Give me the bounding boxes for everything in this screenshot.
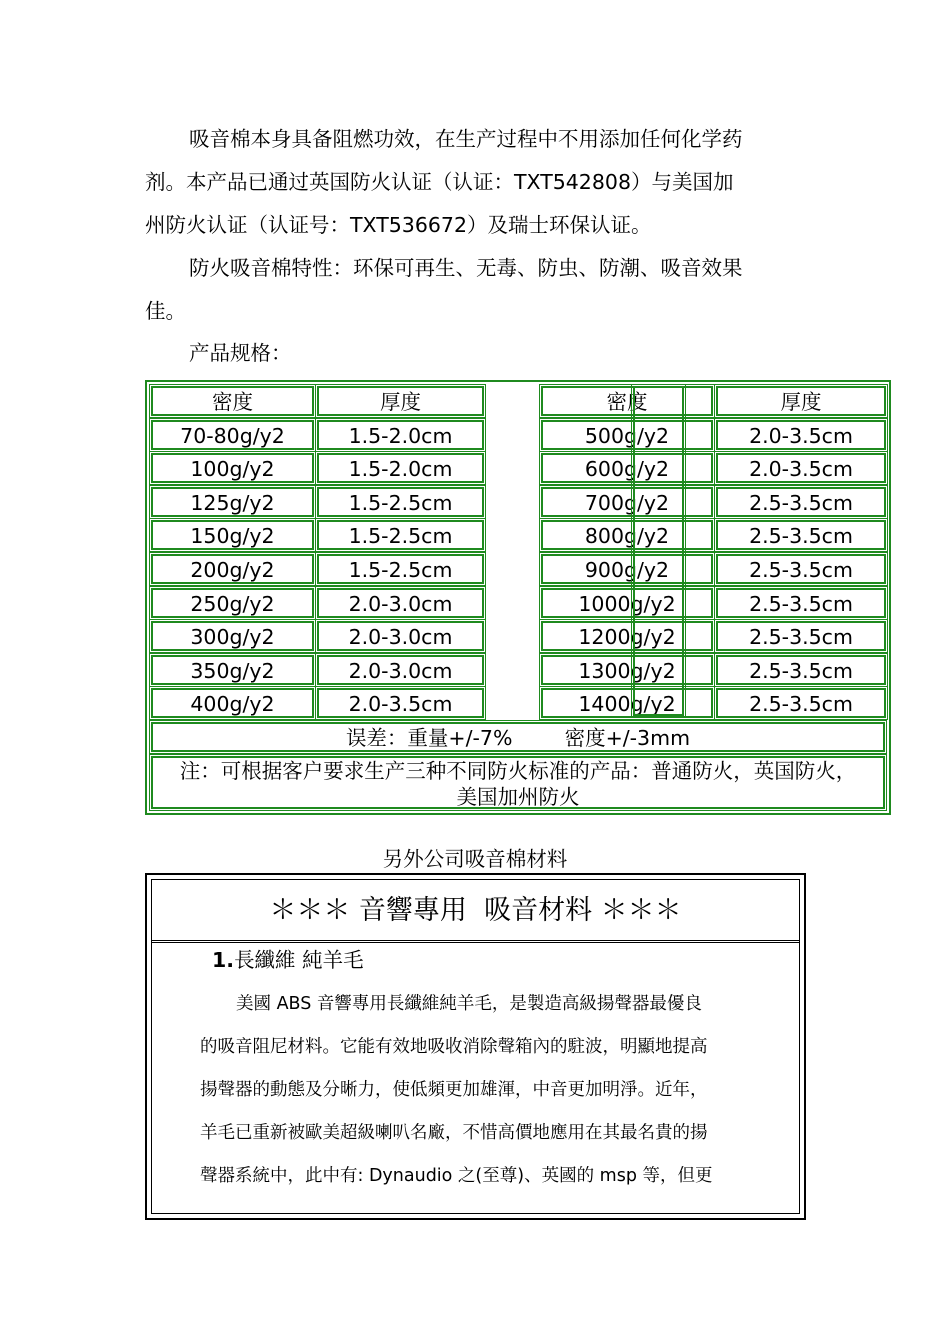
description-line-5: 聲器系統中，此中有: Dynaudio 之(至尊)、英國的 msp 等，但更 <box>200 1166 713 1186</box>
density-cell: 900g/y2 <box>541 554 713 584</box>
intro-paragraph-1 <box>145 118 743 247</box>
intro-p1-line-2: 剂。本产品已通过英国防火认证（认证：TXT542808）与美国加 <box>145 170 734 194</box>
table-spacer-column <box>633 386 684 716</box>
material-section-heading <box>212 947 364 973</box>
thickness-cell: 2.0-3.5cm <box>716 420 886 450</box>
description-line-3: 揚聲器的動態及分晰力，使低頻更加雄渾，中音更加明淨。近年， <box>200 1080 708 1100</box>
tolerance-text: 误差：重量+/-7% 密度+/-3mm <box>345 726 691 750</box>
section-title: 長纖維 純羊毛 <box>234 948 364 972</box>
intro-p1-line-1: 吸音棉本身具备阻燃功效，在生产过程中不用添加任何化学药 <box>189 127 743 151</box>
density-cell: 200g/y2 <box>151 554 314 584</box>
density-cell: 125g/y2 <box>151 487 314 517</box>
note-line-2: 美国加州防火 <box>456 785 580 809</box>
tolerance-row <box>151 722 885 752</box>
density-cell: 300g/y2 <box>151 621 314 651</box>
thickness-cell: 1.5-2.5cm <box>317 520 484 550</box>
thickness-cell: 2.5-3.5cm <box>716 520 886 550</box>
density-cell: 700g/y2 <box>541 487 713 517</box>
material-box-inner <box>151 879 800 1214</box>
thickness-cell: 1.5-2.0cm <box>317 453 484 483</box>
material-box-title: ＊＊＊ 音響專用 吸音材料 ＊＊＊ <box>269 895 682 926</box>
thickness-cell: 2.0-3.0cm <box>317 588 484 618</box>
thickness-cell: 2.5-3.5cm <box>716 688 886 718</box>
density-cell: 400g/y2 <box>151 688 314 718</box>
intro-p2-line-2: 佳。 <box>145 299 186 323</box>
material-description <box>200 983 770 1198</box>
thickness-cell: 2.0-3.5cm <box>716 453 886 483</box>
thickness-cell: 1.5-2.5cm <box>317 487 484 517</box>
density-cell: 600g/y2 <box>541 453 713 483</box>
density-cell: 800g/y2 <box>541 520 713 550</box>
thickness-cell: 1.5-2.0cm <box>317 420 484 450</box>
thickness-cell: 2.5-3.5cm <box>716 487 886 517</box>
material-box-header <box>152 880 799 943</box>
thickness-cell: 2.5-3.5cm <box>716 655 886 685</box>
header-thickness: 厚度 <box>317 386 484 416</box>
header-density: 密度 <box>541 386 713 416</box>
header-thickness: 厚度 <box>716 386 886 416</box>
intro-p2-line-1: 防火吸音棉特性：环保可再生、无毒、防虫、防潮、吸音效果 <box>189 256 743 280</box>
density-cell: 70-80g/y2 <box>151 420 314 450</box>
density-cell: 250g/y2 <box>151 588 314 618</box>
description-line-1: 美國 ABS 音響專用長纖維純羊毛，是製造高級揚聲器最優良 <box>236 994 702 1014</box>
density-cell: 1000g/y2 <box>541 588 713 618</box>
note-row <box>151 756 885 809</box>
intro-p1-line-3: 州防火认证（认证号：TXT536672）及瑞士环保认证。 <box>145 213 652 237</box>
description-line-2: 的吸音阻尼材料。它能有效地吸收消除聲箱內的駐波，明顯地提高 <box>200 1037 708 1057</box>
section-caption: 另外公司吸音棉材料 <box>382 847 568 871</box>
thickness-cell: 2.0-3.0cm <box>317 655 484 685</box>
density-cell: 1300g/y2 <box>541 655 713 685</box>
note-line-1: 注：可根据客户要求生产三种不同防火标准的产品：普通防火，英国防火， <box>179 759 857 783</box>
density-cell: 1400g/y2 <box>541 688 713 718</box>
thickness-cell: 2.5-3.5cm <box>716 621 886 651</box>
description-line-4: 羊毛已重新被歐美超級喇叭名廠，不惜高價地應用在其最名貴的揚 <box>200 1123 708 1143</box>
intro-paragraph-2 <box>145 247 743 333</box>
material-box <box>145 873 806 1220</box>
density-cell: 350g/y2 <box>151 655 314 685</box>
spec-table <box>145 380 891 815</box>
density-cell: 100g/y2 <box>151 453 314 483</box>
spec-heading-text: 产品规格： <box>189 341 292 365</box>
thickness-cell: 2.0-3.0cm <box>317 621 484 651</box>
header-density: 密度 <box>151 386 314 416</box>
thickness-cell: 1.5-2.5cm <box>317 554 484 584</box>
spec-heading <box>145 332 292 375</box>
thickness-cell: 2.5-3.5cm <box>716 588 886 618</box>
density-cell: 1200g/y2 <box>541 621 713 651</box>
thickness-cell: 2.0-3.5cm <box>317 688 484 718</box>
density-cell: 500g/y2 <box>541 420 713 450</box>
thickness-cell: 2.5-3.5cm <box>716 554 886 584</box>
section-number: 1. <box>212 948 235 972</box>
density-cell: 150g/y2 <box>151 520 314 550</box>
